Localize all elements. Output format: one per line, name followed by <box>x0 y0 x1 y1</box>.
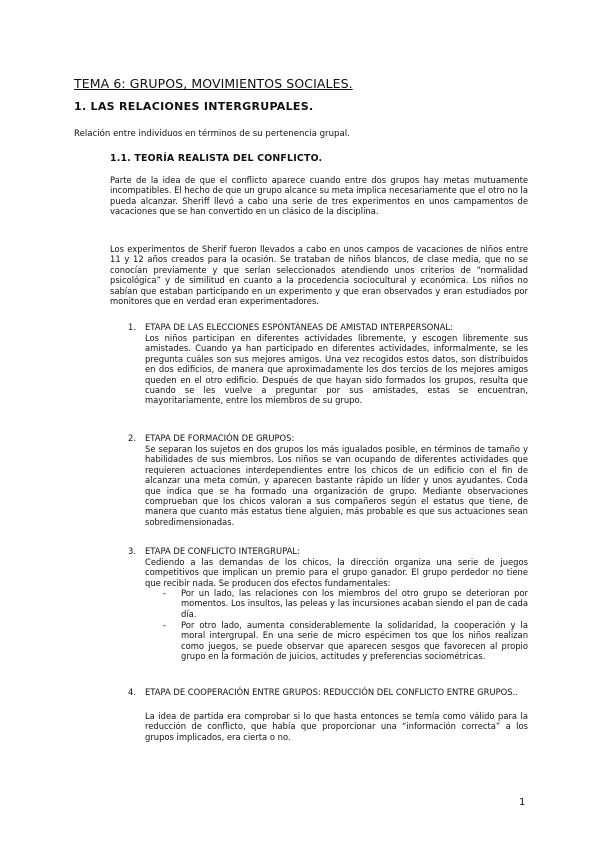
stage-heading: ETAPA DE LAS ELECCIONES ESPONTÁNEAS DE AMISTAD INTERPERSONAL: <box>145 322 453 332</box>
list-number: 3. <box>128 546 136 556</box>
stage-body: Los niños participan en diferentes actividades libremente, y escogen libremente sus amistades. Cuando ya han participado en diferentes actividades, informalmente, se les pregunta cuáles son sus mejores amigos. Una vez recogidos estos datos, son distribuidos en dos edificios, de manera que aproximadamente los dos tercios de los mejores amigos queden en el otro edificio. Después de que hayan sido formados los grupos, resulta que cuando se les vuelve a preguntar por sus amistades, estas se encuentran, mayoritariamente, entre los miembros de su grupo. <box>145 333 528 406</box>
bullet-marker: - <box>163 588 167 598</box>
subsection-heading: 1.1. TEORÍA REALISTA DEL CONFLICTO. <box>110 153 323 164</box>
document-title: TEMA 6: GRUPOS, MOVIMIENTOS SOCIALES. <box>74 76 353 91</box>
list-number: 1. <box>128 322 136 332</box>
stage-body: Cediendo a las demandas de los chicos, la dirección organiza una serie de juegos competitivos que implican un premio para el grupo ganador. El grupo perdedor no tiene que recibir nada. Se producen dos efectos fundamentales: <box>145 557 528 588</box>
bullet-marker: - <box>163 620 167 630</box>
stage-body: La idea de partida era comprobar si lo que hasta entonces se temía como válido para la reducción de conflicto, que había que proporcionar una “información correcta” a los grupos implicados, era cierta o no. <box>145 711 528 742</box>
list-number: 4. <box>128 687 136 697</box>
section-intro: Relación entre individuos en términos de su pertenencia grupal. <box>74 129 350 139</box>
paragraph: Parte de la idea de que el conflicto aparece cuando entre dos grupos hay metas mutuamente incompatibles. El hecho de que un grupo alcance su meta implica necesariamente que el otro no la pueda alcanzar. Sheriff llevó a cabo una serie de tres experimentos en unos campamentos de vacaciones que se han convertido en un clásico de la disciplina. <box>110 175 528 217</box>
page-number: 1 <box>519 797 526 808</box>
paragraph: Los experimentos de Sherif fueron llevados a cabo en unos campos de vacaciones de niños entre 11 y 12 años creados para la ocasión. Se trataban de niños blancos, de clase media, que no se conocían previamente y que serían seleccionados atendiendo unos criterios de “normalidad psicológica” y de similitud en cuanto a la procedencia sociocultural y económica. Los niños no sabían que estaban participando en un experimento y que eran observados y eran estudiados por monitores que en verdad eran experimentadores. <box>110 244 528 307</box>
stage-heading: ETAPA DE CONFLICTO INTERGRUPAL: <box>145 546 300 556</box>
section-heading: 1. LAS RELACIONES INTERGRUPALES. <box>74 100 314 113</box>
stage-heading: ETAPA DE COOPERACIÓN ENTRE GRUPOS: REDUCCIÓN DEL CONFLICTO ENTRE GRUPOS.. <box>145 687 518 697</box>
list-number: 2. <box>128 433 136 443</box>
stage-heading: ETAPA DE FORMACIÓN DE GRUPOS: <box>145 433 295 443</box>
bullet-item: Por un lado, las relaciones con los miembros del otro grupo se deterioran por momentos. Los insultos, las peleas y las incursiones acaban siendo el pan de cada día. <box>181 588 528 619</box>
stage-body: Se separan los sujetos en dos grupos los más igualados posible, en términos de tamaño y habilidades de sus miembros. Los niños se van ocupando de diferentes actividades que requieren actuaciones interdependientes entre los chicos de un edificio con el fin de alcanzar una meta común, y aparecen bastante rápido un líder y unos ayudantes. Coda que indica que se ha formado una organización de grupo. Mediante observaciones comprueban que los chicos valoran a sus compañeros según el estatus que tiene, de manera que cuanto más estatus tiene alguien, más probable es que sus actuaciones sean sobredimensionadas. <box>145 444 528 527</box>
bullet-item: Por otro lado, aumenta considerablemente la solidaridad, la cooperación y la moral intergrupal. En una serie de micro espécimen tos que los niños realizan como juegos, se puede observar que aparecen sesgos que favorecen al propio grupo en la formación de juicios, actitudes y preferencias sociométricas. <box>181 620 528 662</box>
